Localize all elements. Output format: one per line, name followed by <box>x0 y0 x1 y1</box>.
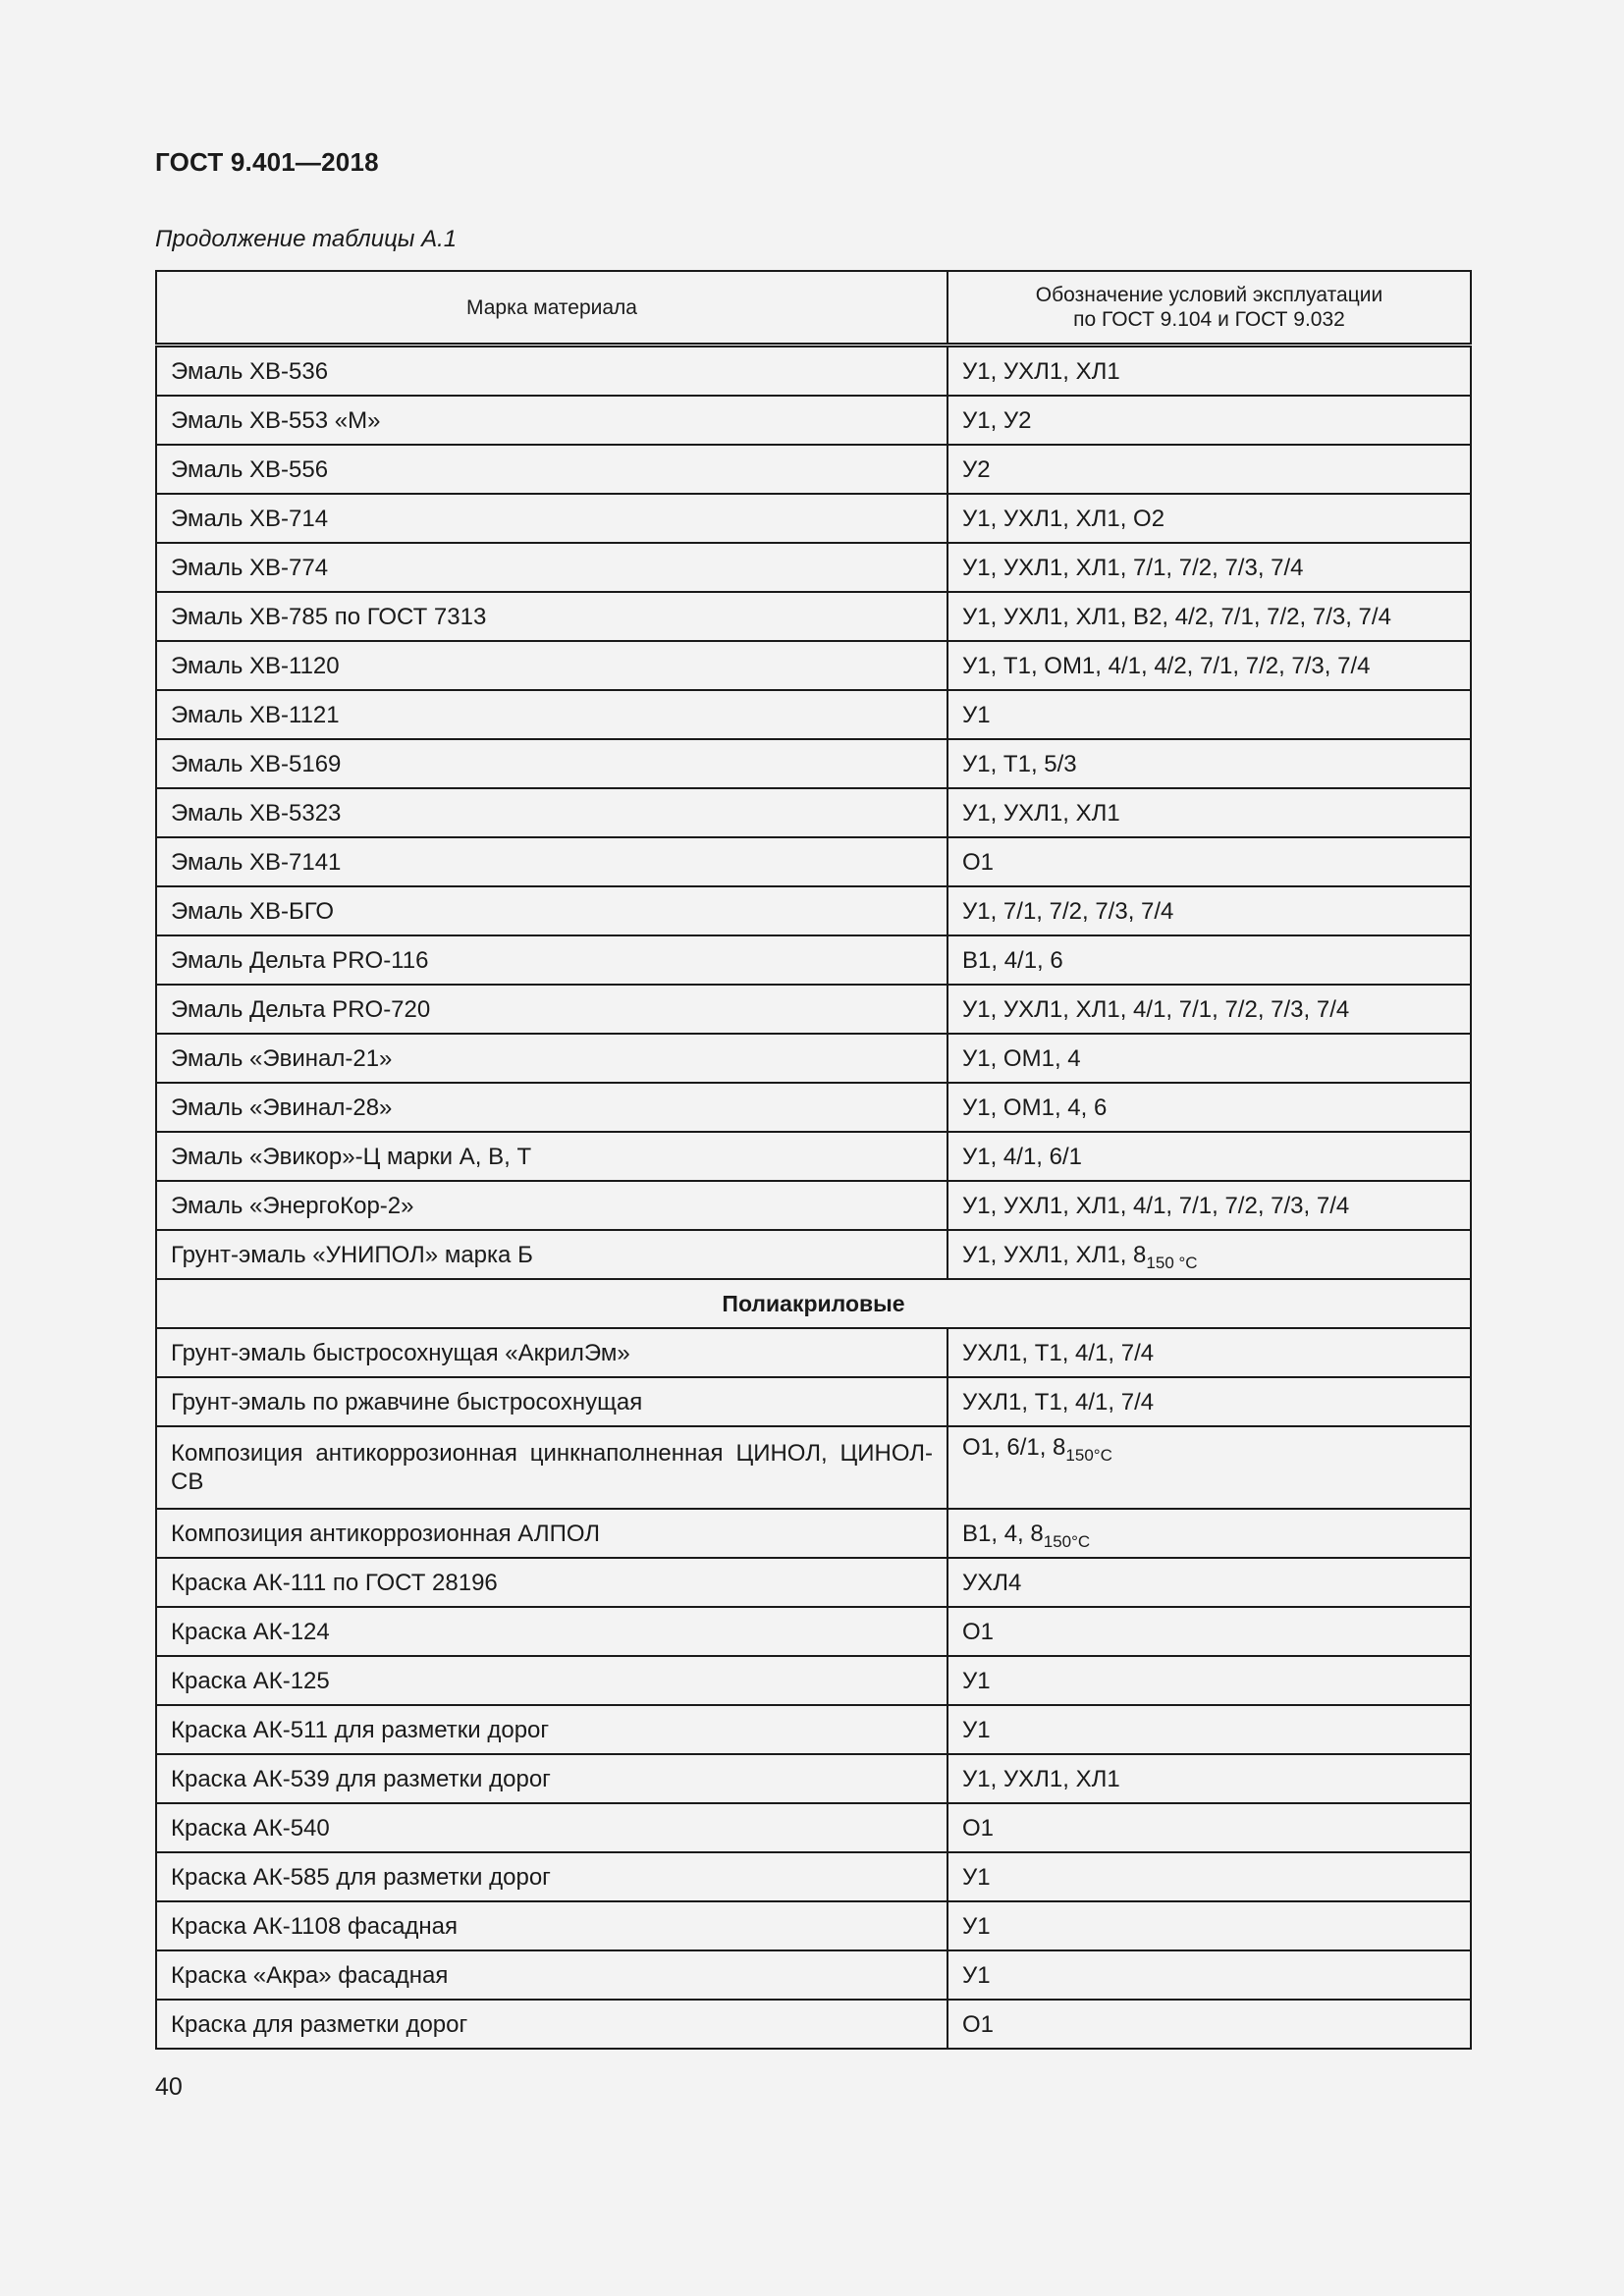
material-cell: Эмаль «Эвикор»-Ц марки А, В, Т <box>156 1132 947 1181</box>
conditions-cell: У1 <box>947 1852 1471 1901</box>
table-row <box>156 396 1471 445</box>
material-cell: Композиция антикоррозионная цинкнаполненная ЦИНОЛ, ЦИНОЛ-СВ <box>156 1426 947 1509</box>
conditions-cell: У1, 4/1, 6/1 <box>947 1132 1471 1181</box>
table-row <box>156 543 1471 592</box>
conditions-cell: У1, УХЛ1, ХЛ1, 7/1, 7/2, 7/3, 7/4 <box>947 543 1471 592</box>
page-number: 40 <box>155 2073 183 2101</box>
material-cell: Грунт-эмаль по ржавчине быстросохнущая <box>156 1377 947 1426</box>
material-cell: Грунт-эмаль «УНИПОЛ» марка Б <box>156 1230 947 1279</box>
conditions-cell: О1 <box>947 1803 1471 1852</box>
table-row <box>156 739 1471 788</box>
conditions-cell: УХЛ4 <box>947 1558 1471 1607</box>
conditions-cell: У1 <box>947 1705 1471 1754</box>
material-cell: Краска АК-511 для разметки дорог <box>156 1705 947 1754</box>
conditions-text: О1, 6/1, 8 <box>962 1434 1066 1461</box>
conditions-cell: У1, УХЛ1, ХЛ1, 4/1, 7/1, 7/2, 7/3, 7/4 <box>947 1181 1471 1230</box>
table-row <box>156 2000 1471 2049</box>
table-row <box>156 985 1471 1034</box>
table-row <box>156 1607 1471 1656</box>
section-title: Полиакриловые <box>156 1279 1471 1328</box>
material-cell: Эмаль ХВ-1120 <box>156 641 947 690</box>
table-row <box>156 1754 1471 1803</box>
table-row <box>156 1558 1471 1607</box>
conditions-cell: У1, УХЛ1, ХЛ1, 4/1, 7/1, 7/2, 7/3, 7/4 <box>947 985 1471 1034</box>
table-row <box>156 445 1471 494</box>
conditions-cell: У1, УХЛ1, ХЛ1, В2, 4/2, 7/1, 7/2, 7/3, 7/4 <box>947 592 1471 641</box>
conditions-cell: У1, ОМ1, 4 <box>947 1034 1471 1083</box>
material-cell: Грунт-эмаль быстросохнущая «АкрилЭм» <box>156 1328 947 1377</box>
column-header-conditions-line2: по ГОСТ 9.104 и ГОСТ 9.032 <box>1073 308 1345 331</box>
table-row <box>156 788 1471 837</box>
table-row <box>156 935 1471 985</box>
table-row <box>156 1377 1471 1426</box>
material-cell: Эмаль ХВ-5323 <box>156 788 947 837</box>
material-cell: Эмаль ХВ-714 <box>156 494 947 543</box>
conditions-cell: У1, ОМ1, 4, 6 <box>947 1083 1471 1132</box>
table-row <box>156 494 1471 543</box>
table-row <box>156 1509 1471 1558</box>
table-row <box>156 1656 1471 1705</box>
material-cell: Эмаль Дельта PRO-116 <box>156 935 947 985</box>
material-cell: Эмаль «ЭнергоКор-2» <box>156 1181 947 1230</box>
conditions-cell: О1 <box>947 1607 1471 1656</box>
material-cell: Эмаль ХВ-1121 <box>156 690 947 739</box>
column-header-conditions-line1: Обозначение условий эксплуатации <box>1035 284 1383 306</box>
table-row <box>156 1083 1471 1132</box>
conditions-cell: О1 <box>947 2000 1471 2049</box>
conditions-cell: У1, Т1, ОМ1, 4/1, 4/2, 7/1, 7/2, 7/3, 7/4 <box>947 641 1471 690</box>
table-row <box>156 1901 1471 1950</box>
table-row <box>156 1950 1471 2000</box>
conditions-cell: У1 <box>947 1656 1471 1705</box>
temperature-subscript: 150 °С <box>1146 1253 1198 1272</box>
conditions-text: В1, 4, 8 <box>962 1520 1044 1547</box>
table-row <box>156 592 1471 641</box>
conditions-cell: О1 <box>947 837 1471 886</box>
material-cell: Эмаль Дельта PRO-720 <box>156 985 947 1034</box>
conditions-cell: У1 <box>947 1901 1471 1950</box>
table-row <box>156 346 1471 397</box>
conditions-cell: В1, 4/1, 6 <box>947 935 1471 985</box>
conditions-text: У1, УХЛ1, ХЛ1, 8 <box>962 1241 1147 1268</box>
column-header-material: Марка материала <box>156 271 947 346</box>
conditions-cell: У1, 7/1, 7/2, 7/3, 7/4 <box>947 886 1471 935</box>
table-row <box>156 690 1471 739</box>
material-cell: Эмаль ХВ-5169 <box>156 739 947 788</box>
table-row <box>156 1181 1471 1230</box>
material-cell: Эмаль ХВ-774 <box>156 543 947 592</box>
conditions-cell: У1, УХЛ1, ХЛ1 <box>947 788 1471 837</box>
table-row <box>156 886 1471 935</box>
section-row <box>156 1279 1471 1328</box>
conditions-cell <box>947 1230 1471 1279</box>
table-row <box>156 1803 1471 1852</box>
table-row <box>156 1426 1471 1509</box>
material-cell: Краска АК-125 <box>156 1656 947 1705</box>
conditions-cell: У1, Т1, 5/3 <box>947 739 1471 788</box>
material-cell: Эмаль ХВ-БГО <box>156 886 947 935</box>
document-title: ГОСТ 9.401—2018 <box>155 147 379 177</box>
material-cell: Эмаль ХВ-553 «М» <box>156 396 947 445</box>
material-cell: Краска АК-585 для разметки дорог <box>156 1852 947 1901</box>
conditions-cell: У1, У2 <box>947 396 1471 445</box>
table-row <box>156 1132 1471 1181</box>
material-cell: Краска АК-539 для разметки дорог <box>156 1754 947 1803</box>
table-row <box>156 1230 1471 1279</box>
temperature-subscript: 150°С <box>1065 1446 1112 1465</box>
material-cell: Краска «Акра» фасадная <box>156 1950 947 2000</box>
material-cell: Краска АК-540 <box>156 1803 947 1852</box>
table-caption: Продолжение таблицы А.1 <box>155 226 458 252</box>
conditions-cell: У1 <box>947 690 1471 739</box>
conditions-cell: У1, УХЛ1, ХЛ1, О2 <box>947 494 1471 543</box>
material-cell: Эмаль «Эвинал-28» <box>156 1083 947 1132</box>
material-cell: Краска АК-124 <box>156 1607 947 1656</box>
conditions-cell: У1 <box>947 1950 1471 2000</box>
material-cell: Эмаль ХВ-7141 <box>156 837 947 886</box>
materials-table <box>155 270 1472 2050</box>
conditions-cell: У1, УХЛ1, ХЛ1 <box>947 346 1471 397</box>
material-cell: Краска АК-1108 фасадная <box>156 1901 947 1950</box>
table-row <box>156 1034 1471 1083</box>
table-row <box>156 837 1471 886</box>
material-cell: Краска для разметки дорог <box>156 2000 947 2049</box>
table-row <box>156 1705 1471 1754</box>
material-cell: Композиция антикоррозионная АЛПОЛ <box>156 1509 947 1558</box>
material-cell: Эмаль ХВ-785 по ГОСТ 7313 <box>156 592 947 641</box>
material-cell: Эмаль ХВ-556 <box>156 445 947 494</box>
material-cell: Краска АК-111 по ГОСТ 28196 <box>156 1558 947 1607</box>
conditions-cell <box>947 1509 1471 1558</box>
table-body <box>156 346 1471 2050</box>
table-row <box>156 641 1471 690</box>
conditions-cell: У1, УХЛ1, ХЛ1 <box>947 1754 1471 1803</box>
table-header-row <box>156 271 1471 346</box>
column-header-conditions <box>947 271 1471 346</box>
table-row <box>156 1852 1471 1901</box>
material-cell: Эмаль «Эвинал-21» <box>156 1034 947 1083</box>
conditions-cell: У2 <box>947 445 1471 494</box>
conditions-cell <box>947 1426 1471 1509</box>
temperature-subscript: 150°С <box>1043 1531 1091 1551</box>
table-row <box>156 1328 1471 1377</box>
conditions-cell: УХЛ1, Т1, 4/1, 7/4 <box>947 1328 1471 1377</box>
conditions-cell: УХЛ1, Т1, 4/1, 7/4 <box>947 1377 1471 1426</box>
material-cell: Эмаль ХВ-536 <box>156 346 947 397</box>
